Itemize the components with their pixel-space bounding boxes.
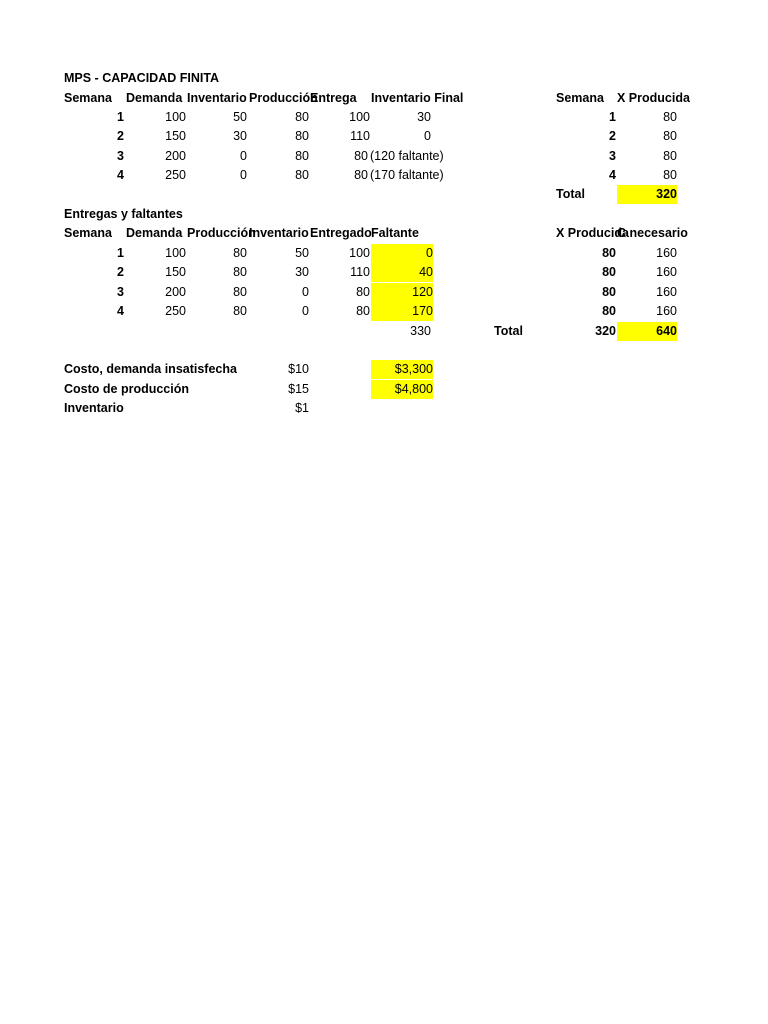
side1-row-semana: 1 — [609, 110, 616, 124]
entregas-row-produccion: 80 — [233, 246, 247, 260]
entregas-row-entregado: 110 — [350, 265, 370, 279]
entregas-row-entregado: 100 — [349, 246, 370, 260]
side2-row-x: 80 — [602, 246, 616, 260]
entregas-row-faltante: 120 — [371, 283, 433, 302]
side1-row-x: 80 — [663, 168, 677, 182]
side2-row-x: 80 — [602, 285, 616, 299]
mps-header-demanda: Demanda — [126, 91, 183, 105]
side2-row-c: 160 — [656, 246, 677, 260]
mps-header-produccion: Producción — [249, 91, 318, 105]
entregas-row-produccion: 80 — [233, 265, 247, 279]
mps-row-produccion: 80 — [295, 110, 309, 124]
cost-unit-produccion: $15 — [288, 382, 309, 396]
entregas-row-produccion: 80 — [233, 304, 247, 318]
entregas-header-produccion: Producción — [187, 226, 256, 240]
entregas-header-semana: Semana — [64, 226, 112, 240]
entregas-row-semana: 3 — [117, 285, 124, 299]
side1-row-semana: 2 — [609, 129, 616, 143]
entregas-row-faltante: 40 — [371, 263, 433, 282]
cost-label-produccion: Costo de producción — [64, 382, 189, 396]
entregas-row-produccion: 80 — [233, 285, 247, 299]
side1-total-label: Total — [556, 187, 585, 201]
mps-title: MPS - CAPACIDAD FINITA — [64, 71, 220, 85]
side2-row-x: 80 — [602, 304, 616, 318]
entregas-header-inventario: Inventario — [249, 226, 309, 240]
entregas-row-demanda: 150 — [165, 265, 186, 279]
side2-total-label: Total — [494, 324, 523, 338]
side1-row-semana: 3 — [609, 149, 616, 163]
entregas-row-inventario: 30 — [295, 265, 309, 279]
cost-total-produccion: $4,800 — [371, 380, 433, 399]
mps-row-semana: 2 — [117, 129, 124, 143]
entregas-row-semana: 4 — [117, 304, 124, 318]
side2-header-x-producida: X Producida — [556, 226, 629, 240]
mps-header-inventario: Inventario — [187, 91, 247, 105]
side2-row-c: 160 — [656, 285, 677, 299]
mps-row-inventario: 50 — [233, 110, 247, 124]
entregas-row-entregado: 80 — [356, 285, 370, 299]
entregas-row-semana: 2 — [117, 265, 124, 279]
entregas-sum-entregado: 330 — [410, 324, 431, 338]
cost-label-demanda-insatisfecha: Costo, demanda insatisfecha — [64, 362, 237, 376]
mps-row-final: (170 faltante) — [370, 168, 444, 182]
side1-header-x-producida: X Producida — [617, 91, 690, 105]
side1-header-semana: Semana — [556, 91, 604, 105]
mps-row-entrega: 110 — [350, 129, 370, 143]
mps-header-inventario-final: Inventario Final — [371, 91, 464, 105]
side2-total-x: 320 — [595, 324, 616, 338]
entregas-row-faltante: 0 — [371, 244, 433, 263]
mps-row-entrega: 80 — [354, 168, 368, 182]
side2-row-c: 160 — [656, 265, 677, 279]
mps-row-inventario: 30 — [233, 129, 247, 143]
entregas-header-demanda: Demanda — [126, 226, 183, 240]
mps-row-produccion: 80 — [295, 149, 309, 163]
side2-header-c-necesario: C necesario — [617, 226, 688, 240]
side2-row-x: 80 — [602, 265, 616, 279]
cost-unit-inventario: $1 — [295, 401, 309, 415]
mps-row-final: 0 — [424, 129, 431, 143]
mps-row-produccion: 80 — [295, 129, 309, 143]
cost-total-demanda-insatisfecha: $3,300 — [371, 360, 433, 379]
mps-row-final: (120 faltante) — [370, 149, 444, 163]
side1-row-x: 80 — [663, 129, 677, 143]
mps-row-semana: 4 — [117, 168, 124, 182]
entregas-row-inventario: 0 — [302, 304, 309, 318]
mps-row-entrega: 100 — [349, 110, 370, 124]
entregas-header-faltante: Faltante — [371, 226, 419, 240]
mps-row-demanda: 250 — [165, 168, 186, 182]
side2-row-c: 160 — [656, 304, 677, 318]
mps-row-semana: 1 — [117, 110, 124, 124]
entregas-row-inventario: 50 — [295, 246, 309, 260]
mps-row-demanda: 100 — [165, 110, 186, 124]
entregas-row-entregado: 80 — [356, 304, 370, 318]
mps-row-inventario: 0 — [240, 149, 247, 163]
entregas-title: Entregas y faltantes — [64, 207, 183, 221]
mps-row-entrega: 80 — [354, 149, 368, 163]
cost-unit-demanda-insatisfecha: $10 — [288, 362, 309, 376]
mps-header-entrega: Entrega — [310, 91, 357, 105]
mps-row-demanda: 200 — [165, 149, 186, 163]
side1-row-x: 80 — [663, 110, 677, 124]
cost-label-inventario: Inventario — [64, 401, 124, 415]
mps-row-produccion: 80 — [295, 168, 309, 182]
side1-total-value: 320 — [617, 185, 677, 204]
mps-row-final: 30 — [417, 110, 431, 124]
mps-row-demanda: 150 — [165, 129, 186, 143]
mps-header-semana: Semana — [64, 91, 112, 105]
side1-row-x: 80 — [663, 149, 677, 163]
entregas-row-demanda: 200 — [165, 285, 186, 299]
entregas-row-faltante: 170 — [371, 302, 433, 321]
side1-row-semana: 4 — [609, 168, 616, 182]
mps-row-semana: 3 — [117, 149, 124, 163]
mps-row-inventario: 0 — [240, 168, 247, 182]
side2-total-c: 640 — [617, 322, 677, 341]
entregas-row-inventario: 0 — [302, 285, 309, 299]
entregas-header-entregado: Entregado — [310, 226, 372, 240]
entregas-row-semana: 1 — [117, 246, 124, 260]
entregas-row-demanda: 250 — [165, 304, 186, 318]
entregas-row-demanda: 100 — [165, 246, 186, 260]
